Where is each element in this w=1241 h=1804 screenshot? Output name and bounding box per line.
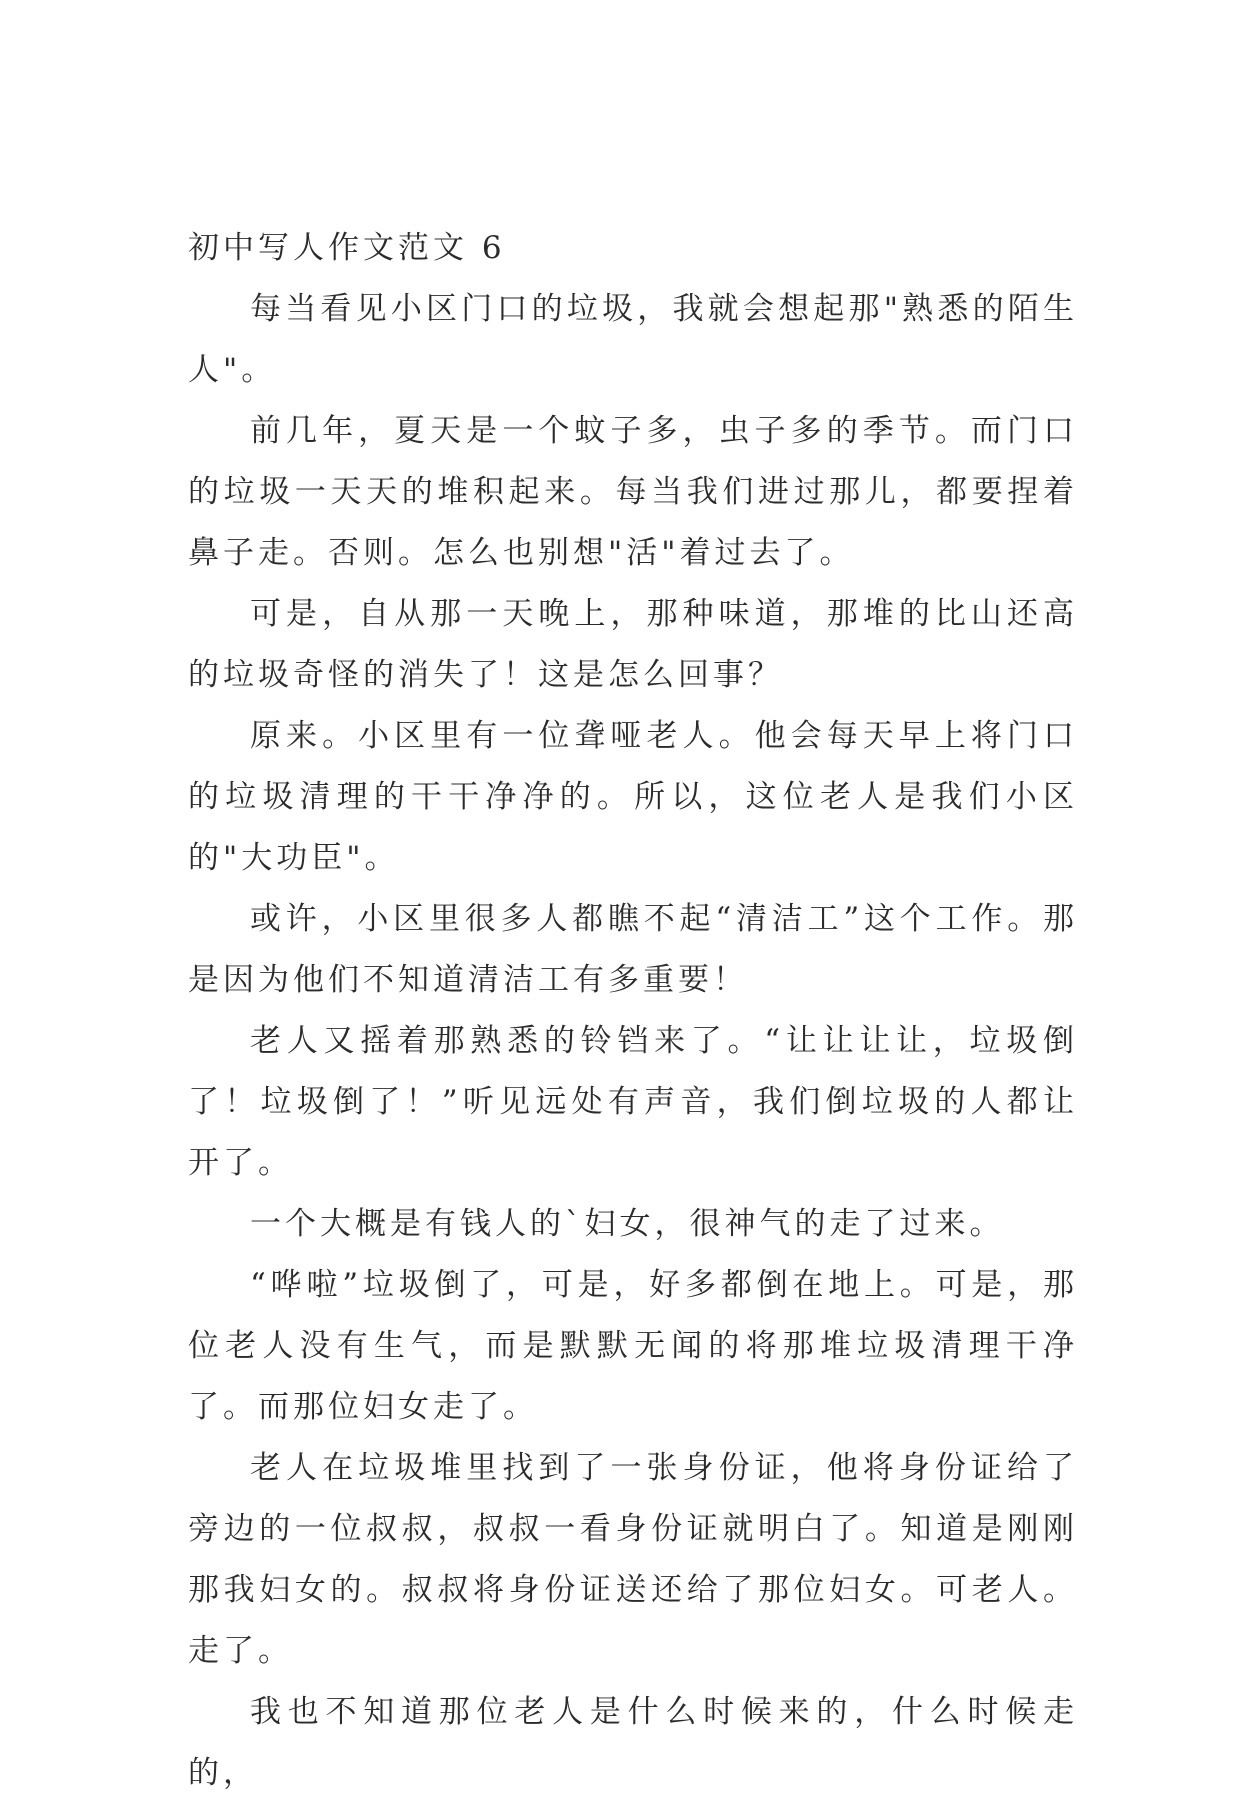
paragraph-7: 一个大概是有钱人的`妇女，很神气的走了过来。 — [250, 1206, 1005, 1242]
paragraph-10: 我也不知道那位老人是什么时候来的，什么时候走的， — [188, 1694, 1078, 1791]
paragraph-3: 可是，自从那一天晚上，那种味道，那堆的比山还高的垃圾奇怪的消失了！这是怎么回事？ — [188, 596, 1078, 693]
paragraph-2: 前几年，夏天是一个蚊子多，虫子多的季节。而门口的垃圾一天天的堆积起来。每当我们进过那儿，都要捏着鼻子走。否则。怎么也别想"活"着过去了。 — [188, 413, 1078, 571]
paragraph-8: “哗啦”垃圾倒了，可是，好多都倒在地上。可是，那位老人没有生气，而是默默无闻的将那堆垃圾清理干净了。而那位妇女走了。 — [188, 1267, 1078, 1425]
paragraph-5: 或许，小区里很多人都瞧不起“清洁工”这个工作。那是因为他们不知道清洁工有多重要！ — [188, 901, 1078, 998]
paragraph-6: 老人又摇着那熟悉的铃铛来了。“让让让让，垃圾倒了！垃圾倒了！”听见远处有声音，我们倒垃圾的人都让开了。 — [188, 1023, 1078, 1181]
paragraph-9: 老人在垃圾堆里找到了一张身份证，他将身份证给了旁边的一位叔叔，叔叔一看身份证就明白了。知道是刚刚那我妇女的。叔叔将身份证送还给了那位妇女。可老人。走了。 — [188, 1450, 1078, 1669]
document-body — [188, 218, 1078, 1804]
document-title: 初中写人作文范文 6 — [188, 230, 506, 266]
paragraph-1: 每当看见小区门口的垃圾，我就会想起那"熟悉的陌生人"。 — [188, 291, 1078, 388]
paragraph-4: 原来。小区里有一位聋哑老人。他会每天早上将门口的垃圾清理的干干净净的。所以，这位老人是我们小区的"大功臣"。 — [188, 718, 1078, 876]
